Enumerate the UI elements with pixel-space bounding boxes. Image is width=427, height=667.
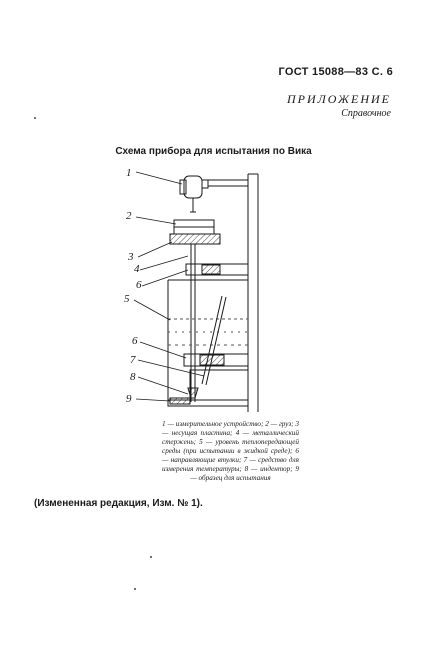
- lower-guide-bushing: [184, 354, 248, 366]
- standard-designation: ГОСТ 15088—83 С. 6: [278, 66, 393, 78]
- figure-title: Схема прибора для испытания по Вика: [115, 146, 312, 157]
- appendix-title: ПРИЛОЖЕНИЕ: [287, 92, 391, 106]
- callout-3: 3: [128, 251, 134, 263]
- appendix-block: [287, 92, 391, 119]
- apparatus-drawing: [124, 162, 270, 412]
- callout-7: 7: [130, 354, 136, 366]
- metal-rod: [191, 244, 195, 402]
- figure-legend: 1 — измерительное устройство; 2 — груз; 3 — несущая пластина; 4 — металлический стержень; 5 — уровень теплопередающей среды (при испытании в жидкой среде); 6 — направляющие втулки; 7 — средство для измерения температуры; 8 — индентор; 9 — образец для испытания: [162, 420, 299, 482]
- liquid-level: [168, 319, 248, 345]
- amendment-note: (Измененная редакция, Изм. № 1).: [34, 498, 203, 509]
- frame: [208, 174, 258, 412]
- weight: [174, 220, 214, 234]
- scan-speck: [34, 117, 36, 119]
- scan-speck: [150, 556, 152, 558]
- scan-speck: [134, 588, 136, 590]
- vicat-apparatus-diagram: [124, 162, 270, 417]
- specimen: [170, 398, 190, 404]
- callout-6-upper: 6: [136, 279, 142, 291]
- appendix-subtitle: Справочное: [341, 108, 391, 119]
- callout-8: 8: [130, 371, 136, 383]
- carrying-plate: [170, 234, 220, 244]
- callout-9: 9: [126, 393, 132, 405]
- bath-vessel: [168, 280, 248, 402]
- thermometer: [202, 296, 226, 385]
- callout-4: 4: [134, 263, 140, 275]
- standard-header: [278, 66, 393, 78]
- callout-2: 2: [126, 210, 132, 222]
- callout-6-lower: 6: [132, 335, 138, 347]
- measuring-device: [180, 176, 208, 212]
- callout-5: 5: [124, 293, 130, 305]
- callout-1: 1: [126, 167, 132, 179]
